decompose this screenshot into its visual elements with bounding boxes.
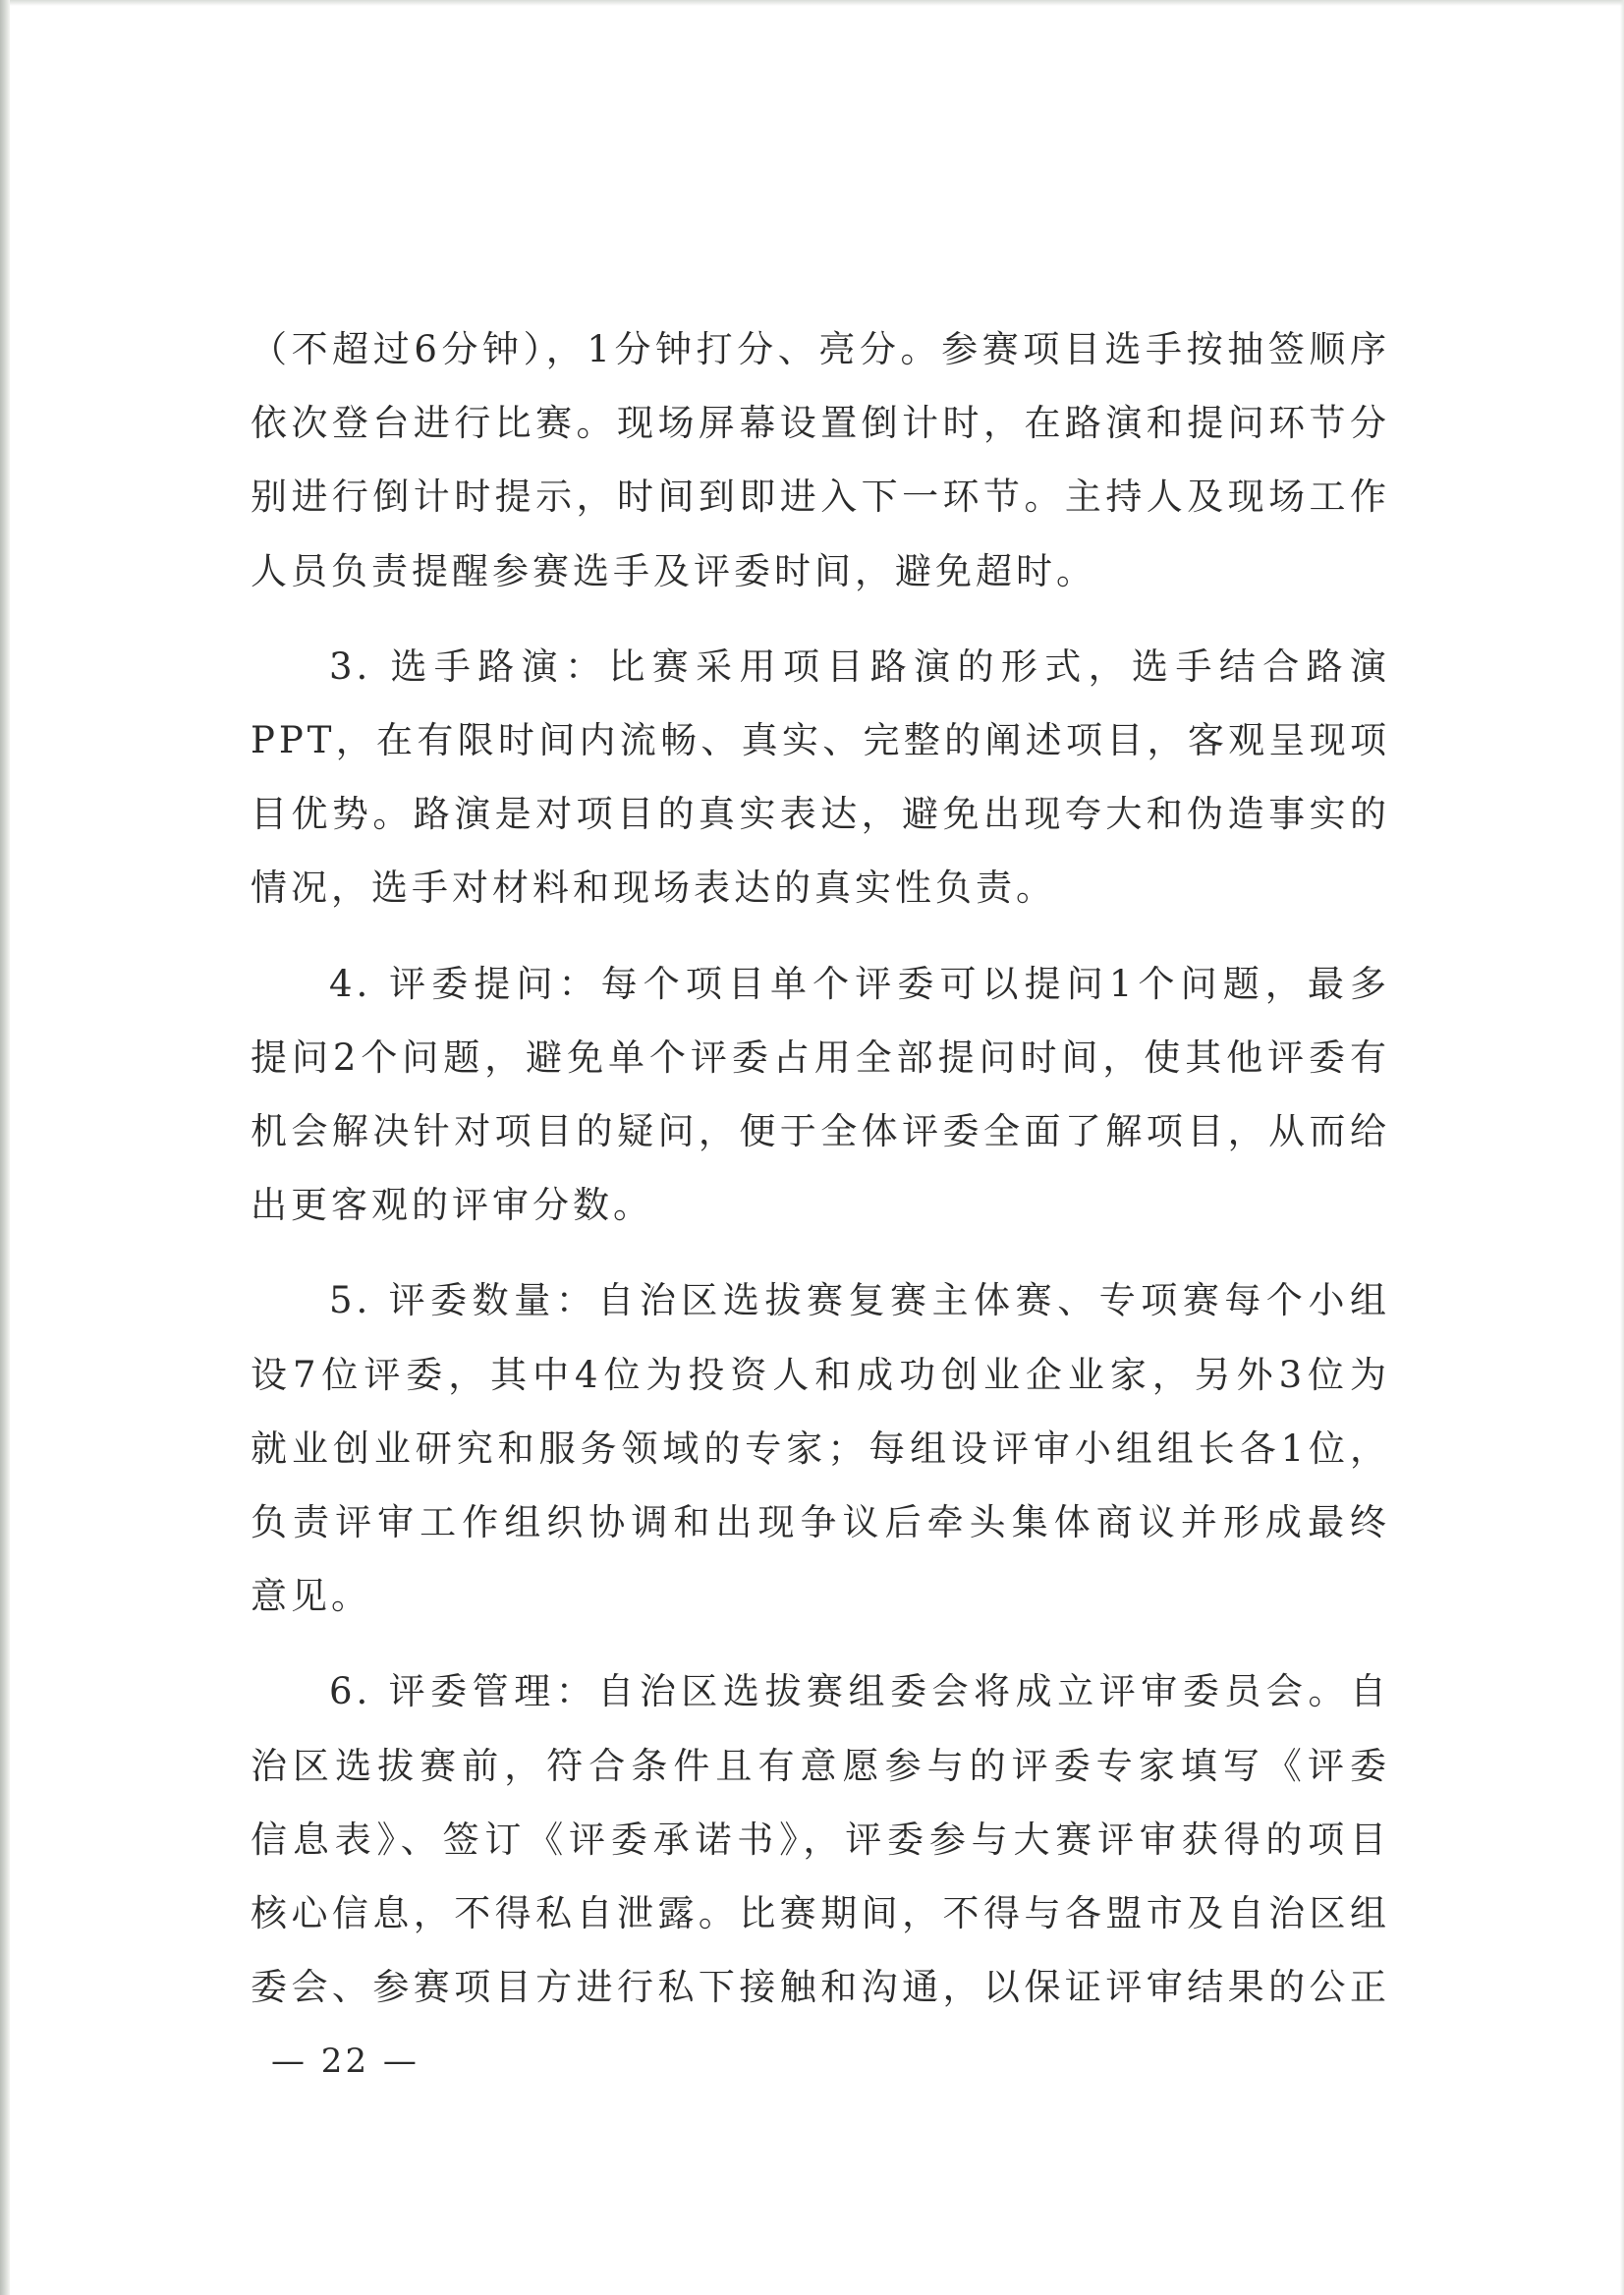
paragraph-3-roadshow: [251, 630, 1390, 925]
document-body: [251, 312, 1390, 2024]
text-line: 机会解决针对项目的疑问，便于全体评委全面了解项目，从而给: [251, 1110, 1390, 1153]
text-line: 依次登台进行比赛。现场屏幕设置倒计时，在路演和提问环节分: [251, 402, 1390, 445]
text-line: PPT，在有限时间内流畅、真实、完整的阐述项目，客观呈现项: [251, 719, 1390, 762]
text-line: 5. 评委数量：自治区选拔赛复赛主体赛、专项赛每个小组: [329, 1279, 1390, 1322]
text-line: （不超过6分钟），1分钟打分、亮分。参赛项目选手按抽签顺序: [251, 328, 1390, 370]
text-line: 设7位评委，其中4位为投资人和成功创业企业家，另外3位为: [251, 1353, 1390, 1396]
text-line: 人员负责提醒参赛选手及评委时间，避免超时。: [251, 549, 1096, 592]
scan-edge-left: [0, 0, 10, 2295]
text-line: 4. 评委提问：每个项目单个评委可以提问1个问题，最多: [329, 962, 1390, 1005]
paragraph-continuation: [251, 312, 1390, 608]
scan-edge-top: [0, 0, 1624, 6]
paragraph-6-judge-management: [251, 1654, 1390, 2024]
text-line: 意见。: [251, 1575, 371, 1618]
paragraph-5-judge-count: [251, 1263, 1390, 1633]
text-line: 6. 评委管理：自治区选拔赛组委会将成立评审委员会。自: [329, 1670, 1390, 1713]
text-line: 提问2个问题，避免单个评委占用全部提问时间，使其他评委有: [251, 1036, 1390, 1079]
text-line: 负责评审工作组织协调和出现争议后牵头集体商议并形成最终: [251, 1501, 1390, 1544]
text-line: 就业创业研究和服务领域的专家；每组设评审小组组长各1位，: [251, 1427, 1390, 1470]
paragraph-4-questions: [251, 947, 1390, 1243]
text-line: 目优势。路演是对项目的真实表达，避免出现夸大和伪造事实的: [251, 793, 1390, 836]
page-number: — 22 —: [271, 2042, 420, 2081]
text-line: 情况，选手对材料和现场表达的真实性负责。: [251, 867, 1056, 910]
text-line: 3. 选手路演：比赛采用项目路演的形式，选手结合路演: [329, 644, 1390, 688]
text-line: 出更客观的评审分数。: [251, 1184, 653, 1227]
text-line: 委会、参赛项目方进行私下接触和沟通，以保证评审结果的公正: [251, 1966, 1390, 2009]
text-line: 治区选拔赛前，符合条件且有意愿参与的评委专家填写《评委: [251, 1744, 1390, 1787]
scan-edge-right: [1620, 0, 1624, 2295]
text-line: 信息表》、签订《评委承诺书》，评委参与大赛评审获得的项目: [251, 1818, 1390, 1861]
text-line: 核心信息，不得私自泄露。比赛期间，不得与各盟市及自治区组: [251, 1892, 1390, 1935]
text-line: 别进行倒计时提示，时间到即进入下一环节。主持人及现场工作: [251, 476, 1390, 519]
